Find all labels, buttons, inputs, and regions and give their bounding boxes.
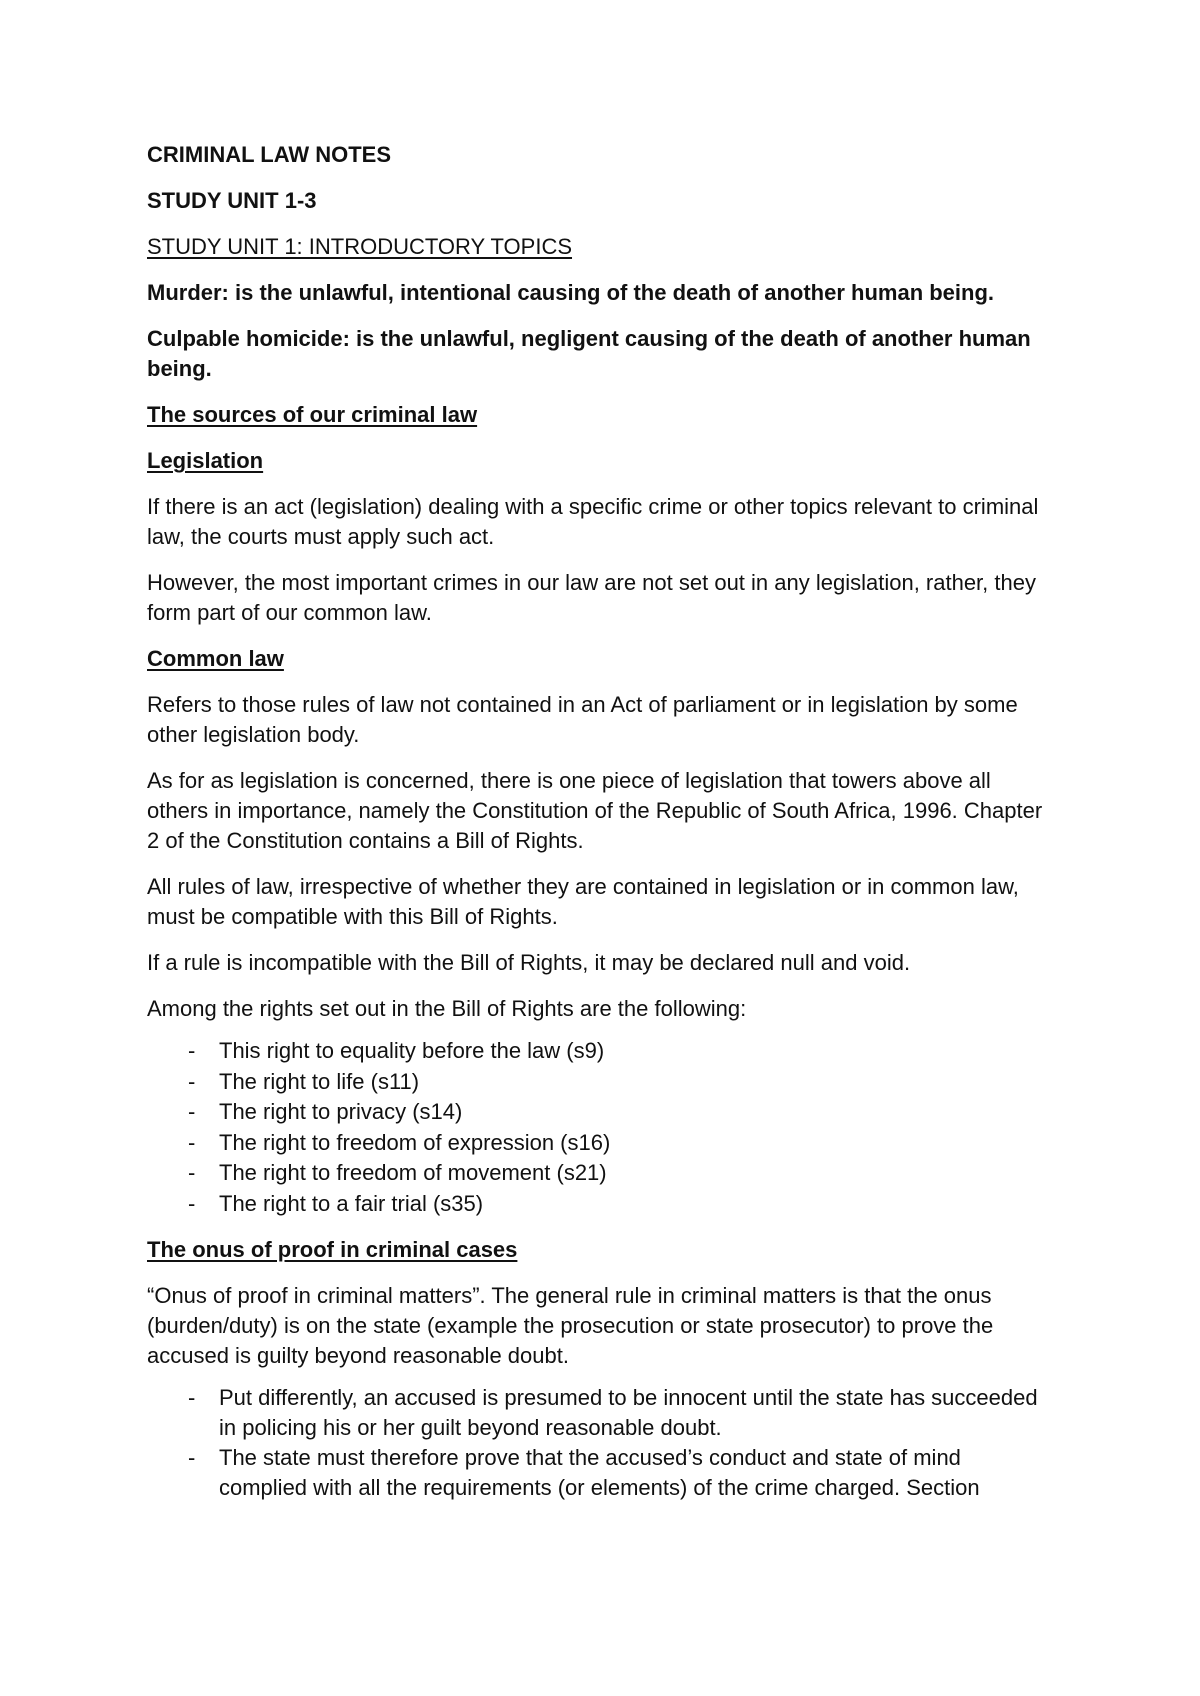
onus-points-list [147,1383,1050,1503]
list-item [147,1383,1050,1443]
onus-heading: The onus of proof in criminal cases [147,1237,518,1262]
list-item-text: Put differently, an accused is presumed to be innocent until the state has succeeded in policing his or her guilt beyond reasonable doubt. [219,1385,1038,1440]
list-item-text: The right to privacy (s14) [219,1099,463,1124]
legislation-paragraph: If there is an act (legislation) dealing with a specific crime or other topics relevant to criminal law, the courts must apply such act. [147,494,1039,549]
list-item [147,1097,1050,1128]
dash-bullet: - [188,1129,196,1155]
list-item [147,1443,1050,1503]
legislation-heading: Legislation [147,448,264,473]
sources-heading: The sources of our criminal law [147,402,478,427]
list-item-text: The state must therefore prove that the accused’s conduct and state of mind complied with all the requirements (or elements) of the crime charged. Section [219,1445,980,1500]
list-item [147,1158,1050,1189]
list-item-text: This right to equality before the law (s9) [219,1038,605,1063]
list-item [147,1128,1050,1159]
document-subtitle: STUDY UNIT 1-3 [147,188,317,213]
dash-bullet: - [188,1190,196,1216]
dash-bullet: - [188,1038,196,1063]
common-law-paragraph: If a rule is incompatible with the Bill of Rights, it may be declared null and void. [147,950,911,975]
list-item [147,1067,1050,1098]
common-law-paragraph: As for as legislation is concerned, there is one piece of legislation that towers above all others in importance, namely the Constitution of the Republic of South Africa, 1996. Chapter 2 of the Constitution contains a Bill of Rights. [147,768,1043,853]
list-item-text: The right to freedom of expression (s16) [219,1129,611,1155]
document-title: CRIMINAL LAW NOTES [147,142,392,167]
dash-bullet: - [188,1160,196,1185]
legislation-paragraph: However, the most important crimes in our law are not set out in any legislation, rather, they form part of our common law. [147,570,1036,625]
list-item-text: The right to freedom of movement (s21) [219,1160,607,1185]
onus-paragraph: “Onus of proof in criminal matters”. The general rule in criminal matters is that the onus (burden/duty) is on the state (example the prosecution or state prosecutor) to prove the accused is guilty beyond reasonable doubt. [147,1283,994,1368]
dash-bullet: - [188,1445,196,1470]
list-item [147,1189,1050,1220]
dash-bullet: - [188,1385,196,1410]
common-law-paragraph: All rules of law, irrespective of whether they are contained in legislation or in common law, must be compatible with this Bill of Rights. [147,874,1019,929]
common-law-heading: Common law [147,646,284,671]
list-item [147,1036,1050,1067]
definition-culpable-homicide: Culpable homicide: is the unlawful, negligent causing of the death of another human being. [147,326,1031,381]
dash-bullet: - [188,1099,196,1124]
common-law-paragraph: Refers to those rules of law not contained in an Act of parliament or in legislation by some other legislation body. [147,692,1018,747]
dash-bullet: - [188,1068,196,1094]
definition-murder: Murder: is the unlawful, intentional causing of the death of another human being. [147,280,995,305]
list-item-text: The right to life (s11) [219,1068,420,1094]
common-law-paragraph: Among the rights set out in the Bill of Rights are the following: [147,996,747,1021]
unit-heading: STUDY UNIT 1: INTRODUCTORY TOPICS [147,234,573,259]
list-item-text: The right to a fair trial (s35) [219,1190,484,1216]
rights-list [147,1036,1050,1219]
